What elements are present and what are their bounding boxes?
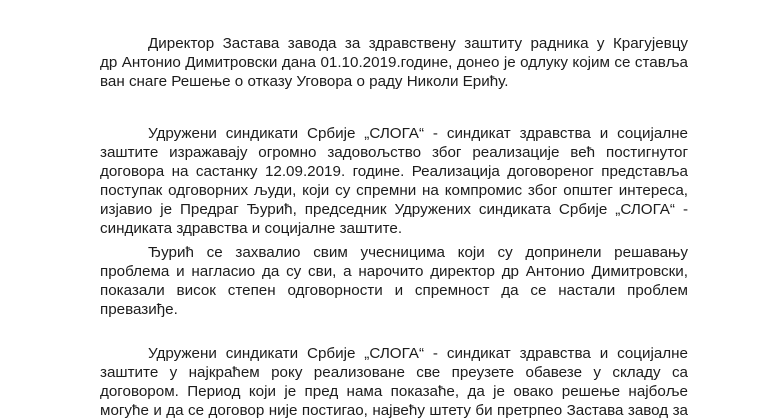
paragraph-line: изјавио је Предраг Ђурић, председник Удружених синдиката Србије „СЛОГА“ - <box>100 201 688 218</box>
paragraph-line: поступак одговорних људи, који су спремни на компромис због општег интереса, <box>100 182 688 199</box>
paragraph-line: договором. Период који је пред нама показаће, да је овако решење најбоље <box>100 383 688 400</box>
paragraph-1 <box>100 34 688 91</box>
paragraph-line: Ђурић се захвалио свим учесницима који су допринели решавању <box>148 244 688 261</box>
paragraph-line: др Антонио Димитровски дана 01.10.2019.године, донео је одлуку којим се ставља <box>100 54 688 71</box>
paragraph-line: договора на састанку 12.09.2019. године. Реализација договореног представља <box>100 163 688 180</box>
paragraph-line: синдиката здравства и социјалне заштите. <box>100 220 403 237</box>
paragraph-line: заштите изражавају огромно задовољство због реализације већ постигнутог <box>100 144 688 161</box>
paragraph-line: заштите у најкраћем року реализоване све преузете обавезе у складу са <box>100 364 688 381</box>
paragraph-3 <box>100 243 688 319</box>
paragraph-line: превазиђе. <box>100 301 178 318</box>
paragraph-line: могуће и да се договор није постигао, највећу штету би претрпео Застава завод за <box>100 402 688 419</box>
paragraph-line: Удружени синдикати Србије „СЛОГА“ - синдикат здравства и социјалне <box>148 125 688 142</box>
paragraph-line: Директор Застава завода за здравствену заштиту радника у Крагујевцу <box>148 35 688 52</box>
paragraph-line: Удружени синдикати Србије „СЛОГА“ - синдикат здравства и социјалне <box>148 345 688 362</box>
paragraph-line: показали висок степен одговорности и спремност да се настали проблем <box>100 282 688 299</box>
paragraph-4 <box>100 344 688 420</box>
paragraph-line: ван снаге Решење о отказу Уговора о раду Николи Ерићу. <box>100 73 509 90</box>
paragraph-line: проблема и нагласио да су сви, а нарочито директор др Антонио Димитровски, <box>100 263 688 280</box>
paragraph-2 <box>100 124 688 238</box>
